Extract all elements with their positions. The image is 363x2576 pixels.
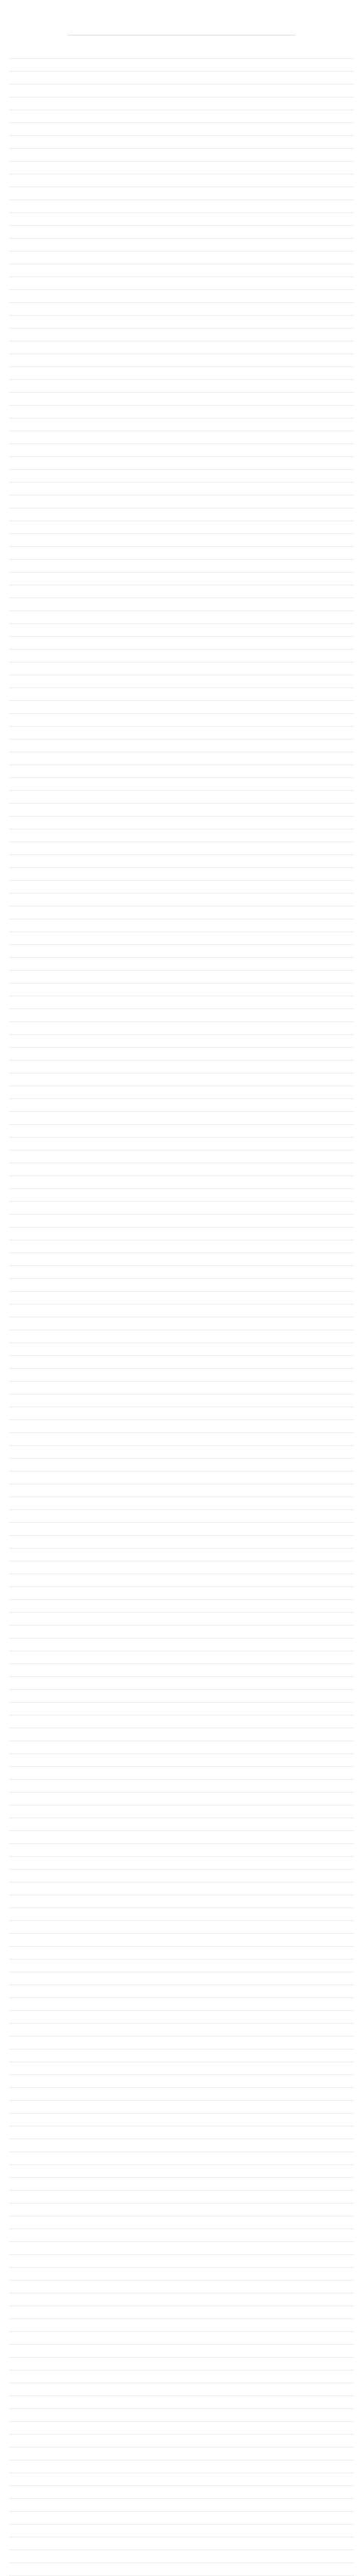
- text-line: [9, 820, 354, 829]
- text-line: [9, 2271, 354, 2281]
- text-line: [9, 2014, 354, 2024]
- text-line: [9, 2130, 354, 2139]
- text-line: [9, 2155, 354, 2165]
- text-line: [9, 306, 354, 316]
- text-line: [9, 1642, 354, 1651]
- text-line: [9, 897, 354, 907]
- text-line: [9, 1757, 354, 1767]
- text-line: [9, 2232, 354, 2242]
- text-line: [9, 255, 354, 264]
- text-line: [9, 2425, 354, 2435]
- text-line: [9, 2386, 354, 2396]
- text-line: [9, 910, 354, 919]
- text-line: [9, 1500, 354, 1510]
- text-line: [9, 486, 354, 496]
- text-line: [9, 511, 354, 521]
- text-line: [9, 409, 354, 419]
- text-line: [9, 2091, 354, 2101]
- text-line: [9, 190, 354, 200]
- text-line: [9, 332, 354, 341]
- text-line: [9, 293, 354, 303]
- text-line: [9, 1398, 354, 1407]
- text-line: [9, 178, 354, 187]
- text-line: [9, 1603, 354, 1613]
- text-line: [9, 229, 354, 239]
- text-line: [9, 1590, 354, 1600]
- text-line: [9, 1166, 354, 1176]
- text-line: [9, 2566, 354, 2576]
- text-line: [9, 2335, 354, 2345]
- text-line: [9, 1629, 354, 1639]
- text-line: [9, 1937, 354, 1947]
- text-line: [9, 1564, 354, 1574]
- text-line: [9, 2104, 354, 2114]
- text-line: [9, 2027, 354, 2037]
- text-line: [9, 1089, 354, 1099]
- text-line: [9, 1706, 354, 1716]
- text-line: [9, 871, 354, 881]
- text-line: [9, 319, 354, 329]
- text-line: [9, 743, 354, 752]
- text-line: [9, 2117, 354, 2127]
- text-line: [9, 383, 354, 393]
- text-line: [9, 2540, 354, 2550]
- text-line: [9, 2258, 354, 2268]
- text-line: [9, 2348, 354, 2358]
- text-line: [9, 922, 354, 932]
- text-line: [9, 2322, 354, 2332]
- text-line: [9, 781, 354, 791]
- text-line: [9, 126, 354, 136]
- text-line: [9, 768, 354, 778]
- text-line: [9, 948, 354, 958]
- text-line: [9, 2207, 354, 2216]
- text-line: [9, 1218, 354, 1228]
- text-line: [9, 1577, 354, 1587]
- text-line: [9, 1886, 354, 1895]
- text-line: [9, 1975, 354, 1985]
- text-line: [9, 2001, 354, 2011]
- text-line: [9, 1025, 354, 1035]
- text-line: [9, 2245, 354, 2255]
- text-line: [9, 1616, 354, 1626]
- text-line: [9, 2374, 354, 2383]
- text-line: [9, 396, 354, 406]
- text-line: [9, 704, 354, 714]
- text-line: [9, 100, 354, 110]
- text-line: [9, 614, 354, 624]
- text-line: [9, 1256, 354, 1266]
- text-line: [9, 1860, 354, 1870]
- text-line: [9, 730, 354, 740]
- text-line: [9, 999, 354, 1009]
- text-line: [9, 1475, 354, 1484]
- text-line: [9, 2078, 354, 2088]
- text-line: [9, 1051, 354, 1061]
- text-line: [9, 75, 354, 85]
- text-line: [9, 139, 354, 149]
- text-line: [9, 2528, 354, 2537]
- text-line: [9, 1693, 354, 1703]
- text-line: [9, 640, 354, 650]
- document-body: [9, 49, 354, 2576]
- text-line: [9, 1243, 354, 1253]
- text-line: [9, 1308, 354, 1317]
- text-line: [9, 242, 354, 252]
- text-line: [9, 49, 354, 59]
- text-line: [9, 2361, 354, 2371]
- text-line: [9, 832, 354, 842]
- text-line: [9, 1924, 354, 1934]
- text-line: [9, 165, 354, 175]
- text-line: [9, 1295, 354, 1305]
- text-line: [9, 1012, 354, 1022]
- text-line: [9, 1821, 354, 1831]
- text-line: [9, 1963, 354, 1972]
- text-line: [9, 1988, 354, 1998]
- text-line: [9, 1898, 354, 1908]
- text-line: [9, 1102, 354, 1112]
- text-line: [9, 974, 354, 984]
- text-line: [9, 2309, 354, 2319]
- text-line: [9, 1115, 354, 1125]
- text-line: [9, 2399, 354, 2409]
- text-line: [9, 2168, 354, 2178]
- text-line: [9, 2476, 354, 2486]
- text-line: [9, 1834, 354, 1844]
- text-line: [9, 2142, 354, 2152]
- text-line: [9, 203, 354, 213]
- text-line: [9, 1179, 354, 1189]
- text-line: [9, 1911, 354, 1921]
- text-line: [9, 1282, 354, 1292]
- text-line: [9, 1744, 354, 1754]
- text-line: [9, 62, 354, 72]
- text-line: [9, 653, 354, 663]
- text-line: [9, 858, 354, 868]
- text-line: [9, 717, 354, 727]
- text-line: [9, 576, 354, 585]
- text-line: [9, 1038, 354, 1048]
- text-line: [9, 588, 354, 598]
- text-line: [9, 280, 354, 290]
- text-line: [9, 434, 354, 444]
- text-line: [9, 935, 354, 945]
- text-line: [9, 152, 354, 162]
- text-line: [9, 1269, 354, 1279]
- text-line: [9, 2438, 354, 2448]
- text-line: [9, 1796, 354, 1805]
- text-line: [9, 691, 354, 701]
- text-line: [9, 473, 354, 483]
- text-line: [9, 666, 354, 675]
- text-line: [9, 1526, 354, 1536]
- text-line: [9, 1192, 354, 1202]
- text-line: [9, 845, 354, 855]
- text-line: [9, 2412, 354, 2422]
- text-line: [9, 2451, 354, 2460]
- text-line: [9, 1719, 354, 1728]
- text-line: [9, 1372, 354, 1382]
- text-line: [9, 2553, 354, 2563]
- text-line: [9, 422, 354, 431]
- text-line: [9, 1346, 354, 1356]
- text-line: [9, 563, 354, 573]
- text-line: [9, 884, 354, 894]
- text-line: [9, 1410, 354, 1420]
- text-line: [9, 794, 354, 804]
- text-line: [9, 1552, 354, 1561]
- text-line: [9, 537, 354, 547]
- text-line: [9, 460, 354, 470]
- text-line: [9, 1667, 354, 1677]
- text-line: [9, 1205, 354, 1215]
- text-line: [9, 1064, 354, 1073]
- text-line: [9, 1141, 354, 1151]
- text-line: [9, 1654, 354, 1664]
- text-line: [9, 1423, 354, 1433]
- text-line: [9, 1359, 354, 1369]
- text-line: [9, 1539, 354, 1549]
- text-line: [9, 1076, 354, 1086]
- text-line: [9, 1333, 354, 1343]
- text-line: [9, 2502, 354, 2512]
- text-line: [9, 2284, 354, 2293]
- text-line: [9, 2052, 354, 2062]
- text-line: [9, 2296, 354, 2306]
- text-line: [9, 2219, 354, 2229]
- text-line: [9, 1680, 354, 1690]
- text-line: [9, 1487, 354, 1497]
- text-line: [9, 807, 354, 817]
- text-line: [9, 1436, 354, 1446]
- text-line: [9, 1847, 354, 1857]
- text-line: [9, 447, 354, 457]
- text-line: [9, 1731, 354, 1741]
- text-line: [9, 216, 354, 226]
- text-line: [9, 987, 354, 996]
- text-line: [9, 2194, 354, 2204]
- document-title: [68, 12, 295, 36]
- text-line: [9, 601, 354, 611]
- text-line: [9, 357, 354, 367]
- text-line: [9, 1808, 354, 1818]
- text-line: [9, 1950, 354, 1960]
- text-line: [9, 1873, 354, 1883]
- text-line: [9, 1513, 354, 1523]
- text-line: [9, 961, 354, 971]
- text-line: [9, 499, 354, 508]
- text-line: [9, 1770, 354, 1780]
- text-line: [9, 1231, 354, 1240]
- text-line: [9, 88, 354, 97]
- text-line: [9, 2040, 354, 2049]
- text-line: [9, 2463, 354, 2473]
- text-line: [9, 2489, 354, 2499]
- text-line: [9, 2065, 354, 2075]
- text-line: [9, 1320, 354, 1330]
- text-line: [9, 1462, 354, 1472]
- text-line: [9, 678, 354, 688]
- text-line: [9, 267, 354, 277]
- text-line: [9, 1783, 354, 1793]
- text-line: [9, 2515, 354, 2525]
- text-line: [9, 1154, 354, 1163]
- text-line: [9, 550, 354, 560]
- text-line: [9, 1449, 354, 1459]
- text-line: [9, 1385, 354, 1395]
- text-line: [9, 627, 354, 637]
- text-line: [9, 370, 354, 380]
- text-line: [9, 524, 354, 534]
- text-line: [9, 344, 354, 354]
- text-line: [9, 1128, 354, 1138]
- text-line: [9, 2181, 354, 2191]
- text-line: [9, 755, 354, 765]
- text-line: [9, 113, 354, 123]
